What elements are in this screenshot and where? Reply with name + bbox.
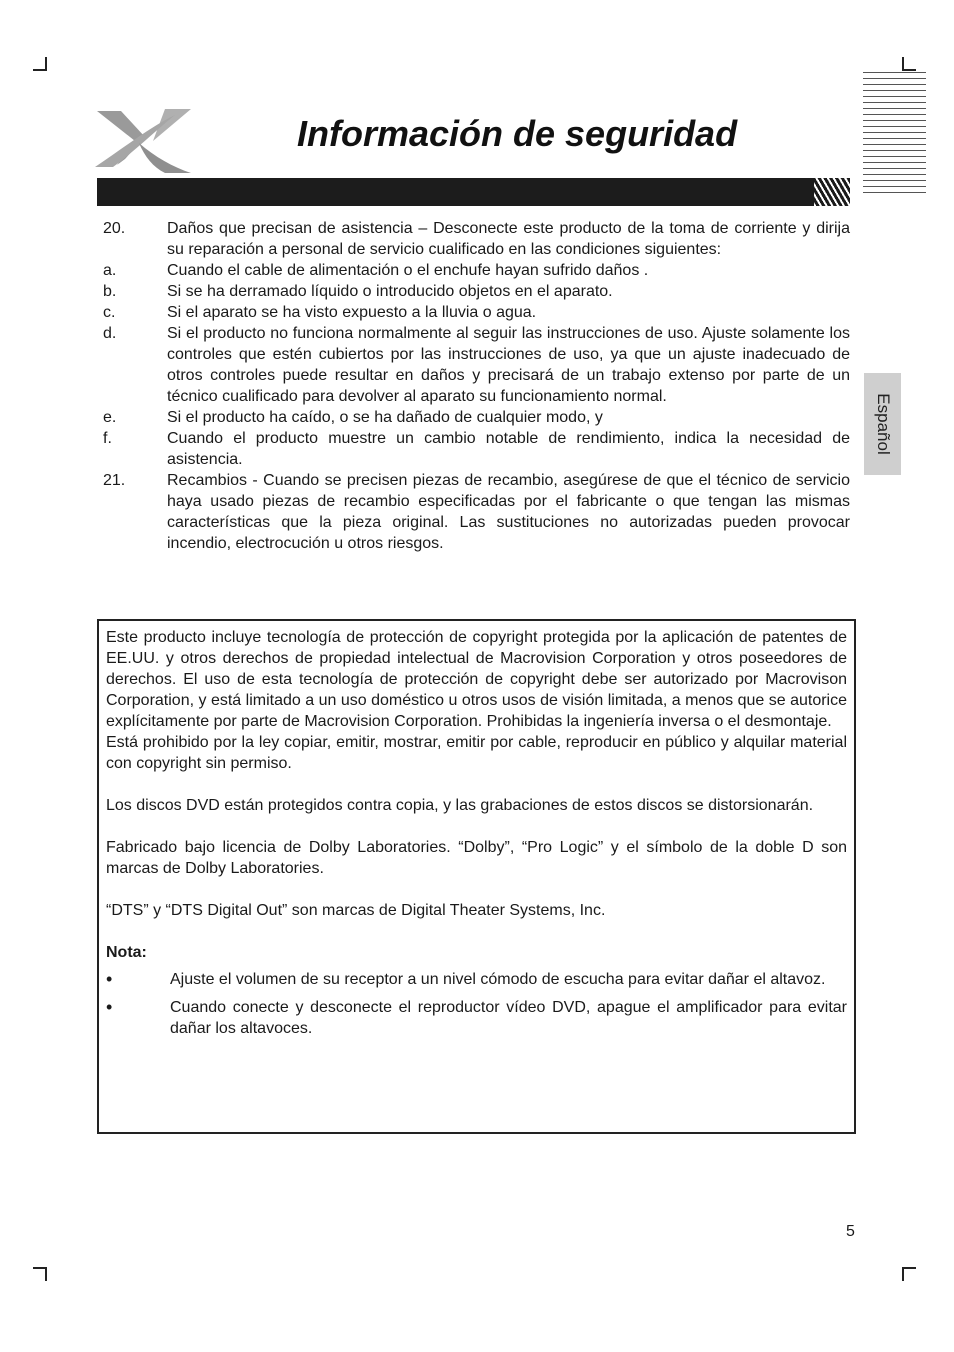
note-heading: Nota: bbox=[106, 944, 147, 961]
x-brand-logo-icon bbox=[95, 107, 195, 175]
list-marker: c. bbox=[103, 304, 116, 321]
list-text: Si el producto ha caído, o se ha dañado de cualquier modo, y bbox=[167, 409, 603, 426]
list-item bbox=[103, 323, 850, 407]
list-text: Recambios - Cuando se precisen piezas de recambio, asegúrese de que el técnico de servicio haya usado piezas de recambio especificadas por el fabricante o que tengan las mismas características que la pieza original. Las sustituciones no autorizadas pueden provocar incendio, electrocución u otros riesgos. bbox=[167, 472, 850, 552]
list-text: Daños que precisan de asistencia – Desconecte este producto de la toma de corriente y dirija su reparación a personal de servicio cualificado en las condiciones siguientes: bbox=[167, 220, 850, 258]
decorative-line-stack bbox=[863, 72, 926, 198]
list-marker: 20. bbox=[103, 220, 126, 237]
bullet-icon: • bbox=[106, 969, 113, 989]
copyright-paragraph: Este producto incluye tecnología de protección de copyright protegida por la aplicación de patentes de EE.UU. y otros derechos de propiedad intelectual de Macrovision Corporation y otros poseedores de derechos. El uso de esta tecnología de protección de copyright debe ser autorizado por Macrovison Corporation, y está limitado a un uso doméstico u otros usos de visión limitada, a menos que se autorice explícitamente por parte de Macrovision Corporation. Prohibidas la ingeniería inversa o el desmontaje. bbox=[106, 629, 847, 730]
list-marker: f. bbox=[103, 430, 112, 447]
list-item bbox=[103, 470, 850, 554]
list-item bbox=[103, 218, 850, 260]
title-bar bbox=[97, 178, 850, 206]
page-number: 5 bbox=[846, 1223, 855, 1240]
copyright-prohibition-paragraph: Está prohibido por la ley copiar, emitir, mostrar, emitir por cable, reproducir en público y alquilar material con copyright sin permiso. bbox=[106, 734, 847, 772]
dolby-paragraph: Fabricado bajo licencia de Dolby Laboratories. “Dolby”, “Pro Logic” y el símbolo de la doble D son marcas de Dolby Laboratories. bbox=[106, 839, 847, 877]
list-item bbox=[103, 260, 850, 281]
list-item bbox=[103, 302, 850, 323]
language-tab-label: Español bbox=[873, 393, 893, 455]
list-text: Cuando el producto muestre un cambio notable de rendimiento, indica la necesidad de asistencia. bbox=[167, 430, 850, 468]
title-bar-pattern bbox=[814, 178, 850, 206]
list-marker: 21. bbox=[103, 472, 126, 489]
list-marker: b. bbox=[103, 283, 117, 300]
bullet-icon: • bbox=[106, 997, 113, 1017]
dvd-protection-paragraph: Los discos DVD están protegidos contra copia, y las grabaciones de estos discos se distorsionarán. bbox=[106, 797, 814, 814]
crop-mark-bottom-left bbox=[33, 1267, 47, 1281]
note-text: Ajuste el volumen de su receptor a un nivel cómodo de escucha para evitar dañar el altavoz. bbox=[170, 971, 826, 988]
list-item bbox=[103, 428, 850, 470]
crop-mark-bottom-right bbox=[902, 1267, 916, 1281]
language-tab bbox=[864, 373, 901, 475]
notice-box bbox=[97, 619, 856, 1134]
list-text: Si el producto no funciona normalmente al seguir las instrucciones de uso. Ajuste solamente los controles que estén cubiertos por las instrucciones de uso, ya que un ajuste inadecuado de otros controles puede resultar en daños y precisará de un trabajo extenso por parte de un técnico cualificado para devolver al aparato su funcionamiento normal. bbox=[167, 325, 850, 405]
list-item bbox=[103, 407, 850, 428]
list-text: Cuando el cable de alimentación o el enchufe hayan sufrido daños . bbox=[167, 262, 649, 279]
note-item bbox=[106, 997, 847, 1039]
crop-mark-top-right bbox=[902, 57, 916, 71]
note-text: Cuando conecte y desconecte el reproductor vídeo DVD, apague el amplificador para evitar dañar los altavoces. bbox=[170, 999, 847, 1037]
note-item bbox=[106, 969, 847, 990]
list-item bbox=[103, 281, 850, 302]
list-text: Si se ha derramado líquido o introducido objetos en el aparato. bbox=[167, 283, 613, 300]
list-marker: a. bbox=[103, 262, 117, 279]
list-text: Si el aparato se ha visto expuesto a la lluvia o agua. bbox=[167, 304, 537, 321]
crop-mark-top-left bbox=[33, 57, 47, 71]
safety-list bbox=[103, 218, 850, 554]
page-title: Información de seguridad bbox=[297, 113, 738, 154]
list-marker: e. bbox=[103, 409, 117, 426]
list-marker: d. bbox=[103, 325, 117, 342]
dts-paragraph: “DTS” y “DTS Digital Out” son marcas de Digital Theater Systems, Inc. bbox=[106, 902, 606, 919]
